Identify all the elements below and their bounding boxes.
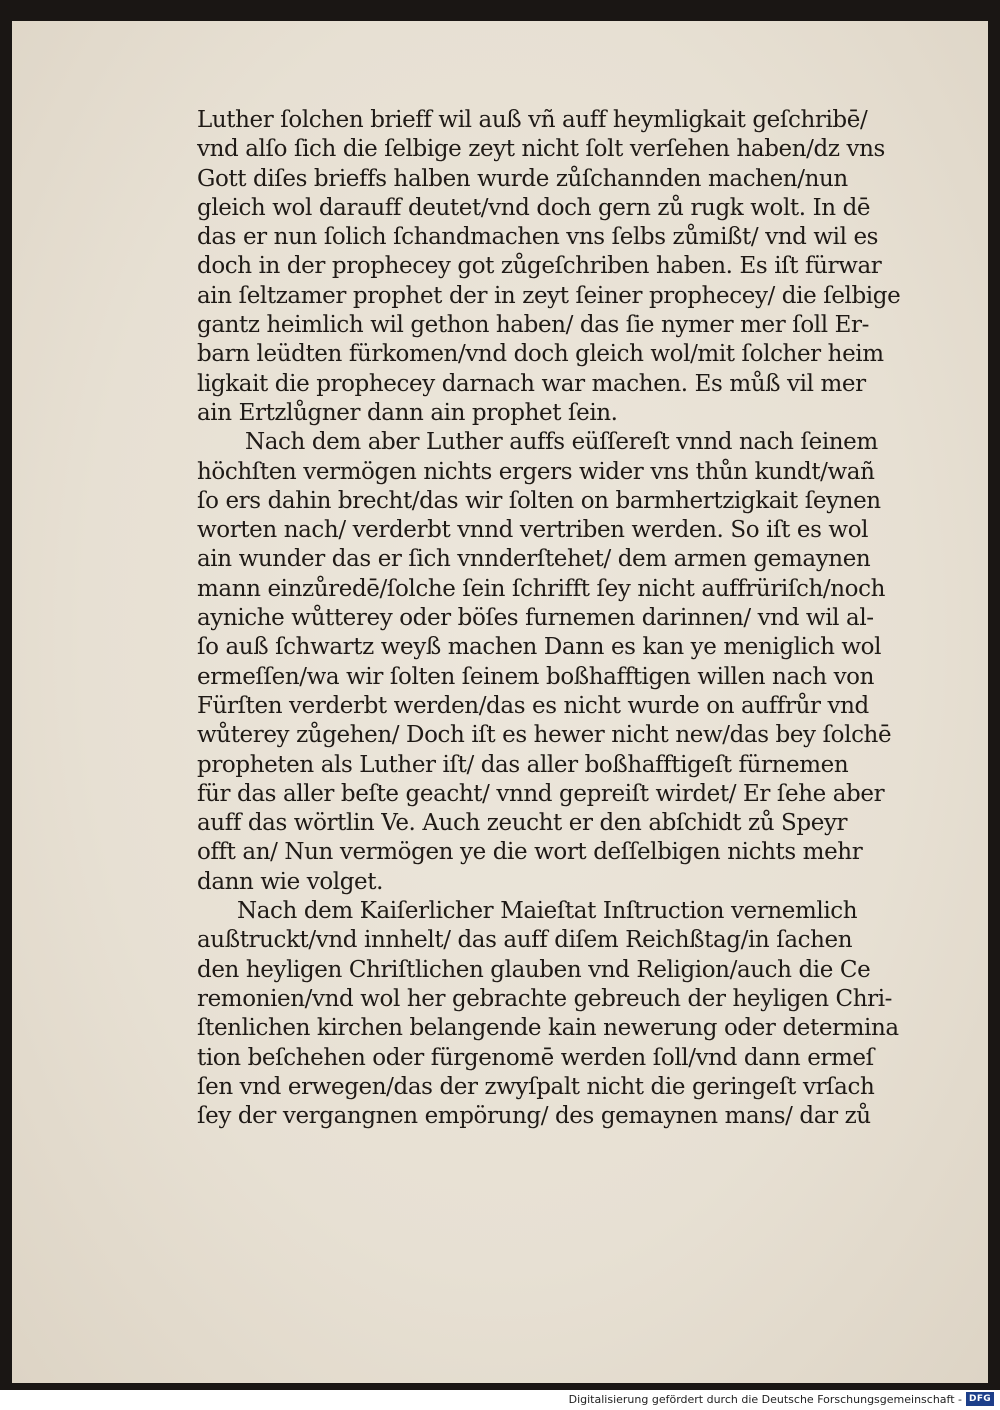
text-line: Fürſten verderbt werden/das es nicht wurde on auffrůr vnd xyxy=(197,692,869,719)
text-line: offt an/ Nun vermögen ye die wort deſſelbigen nichts mehr xyxy=(197,839,863,866)
text-line: Nach dem aber Luther auffs eüſſereſt vnnd nach ſeinem xyxy=(245,429,878,456)
text-line: ſo auß ſchwartz weyß machen Dann es kan ye meniglich wol xyxy=(197,634,882,661)
text-line: dann wie volget. xyxy=(197,868,384,895)
text-line: worten nach/ verderbt vnnd vertriben werden. So iſt es wol xyxy=(197,517,869,544)
footer-bar xyxy=(0,1390,1000,1410)
paragraph-1 xyxy=(197,106,932,428)
text-line: das er nun ſolich ſchandmachen vns ſelbs zůmißt/ vnd wil es xyxy=(197,224,879,251)
text-line: ſey der vergangnen empörung/ des gemaynen mans/ dar zů xyxy=(197,1103,871,1130)
text-line: ligkait die prophecey darnach war machen. Es můß vil mer xyxy=(197,370,866,397)
text-line: mann einzůredē/ſolche ſein ſchrifft ſey nicht auffrüriſch/noch xyxy=(197,575,885,602)
text-line: ermeſſen/wa wir ſolten ſeinem boßhafftigen willen nach von xyxy=(197,663,875,690)
text-line: tion beſchehen oder fürgenomē werden ſoll/vnd dann ermeſ xyxy=(197,1044,874,1071)
text-line: propheten als Luther iſt/ das aller boßhafftigeſt fürnemen xyxy=(197,751,849,778)
page-text xyxy=(197,106,932,1131)
text-line: auff das wörtlin Ve. Auch zeucht er den abſchidt zů Speyr xyxy=(197,810,848,837)
text-line: den heyligen Chriſtlichen glauben vnd Religion/auch die Ce xyxy=(197,956,871,983)
text-line: doch in der prophecey got zůgeſchriben haben. Es iſt fürwar xyxy=(197,253,882,280)
text-line: ain ſeltzamer prophet der in zeyt ſeiner prophecey/ die ſelbige xyxy=(197,282,901,309)
text-line: ain wunder das er ſich vnnderſtehet/ dem armen gemaynen xyxy=(197,546,871,573)
text-line: Gott diſes brieffs halben wurde zůſchannden machen/nun xyxy=(197,165,848,192)
text-line: vnd alſo ſich die ſelbige zeyt nicht ſolt verſehen haben/dz vns xyxy=(197,136,885,163)
paragraph-2 xyxy=(197,428,932,897)
text-line: für das aller beſte geacht/ vnnd gepreiſt wirdet/ Er ſehe aber xyxy=(197,780,885,807)
text-line: gantz heimlich wil gethon haben/ das ſie nymer mer ſoll Er- xyxy=(197,312,869,339)
book-page xyxy=(12,21,988,1383)
text-line: Luther ſolchen brieff wil auß vñ auff heymligkait geſchribē/ xyxy=(197,107,868,133)
text-line: höchſten vermögen nichts ergers wider vns thůn kundt/wañ xyxy=(197,458,875,485)
text-line: ſen vnd erwegen/das der zwyſpalt nicht die geringeſt vrſach xyxy=(197,1073,875,1100)
text-line: Nach dem Kaiſerlicher Maieſtat Inſtruction vernemlich xyxy=(237,898,858,925)
text-line: ain Ertzlůgner dann ain prophet ſein. xyxy=(197,399,618,426)
text-line: wůterey zůgehen/ Doch iſt es hewer nicht new/das bey ſolchē xyxy=(197,722,892,749)
funding-notice: Digitalisierung gefördert durch die Deutsche Forschungsgemeinschaft - xyxy=(568,1393,962,1406)
text-line: ſtenlichen kirchen belangende kain newerung oder determina xyxy=(197,1015,899,1042)
text-line: remonien/vnd wol her gebrachte gebreuch der heyligen Chri- xyxy=(197,985,893,1012)
text-line: barn leüdten fürkomen/vnd doch gleich wol/mit ſolcher heim xyxy=(197,341,884,368)
text-line: ayniche wůtterey oder böſes furnemen darinnen/ vnd wil al- xyxy=(197,605,874,632)
paragraph-3 xyxy=(197,897,932,1131)
text-line: ſo ers dahin brecht/das wir ſolten on barmhertzigkait ſeynen xyxy=(197,487,881,514)
text-line: gleich wol darauff deutet/vnd doch gern zů rugk wolt. In dē xyxy=(197,194,871,221)
dfg-logo: DFG xyxy=(966,1392,994,1406)
text-line: außtruckt/vnd innhelt/ das auff diſem Reichßtag/in ſachen xyxy=(197,927,853,954)
